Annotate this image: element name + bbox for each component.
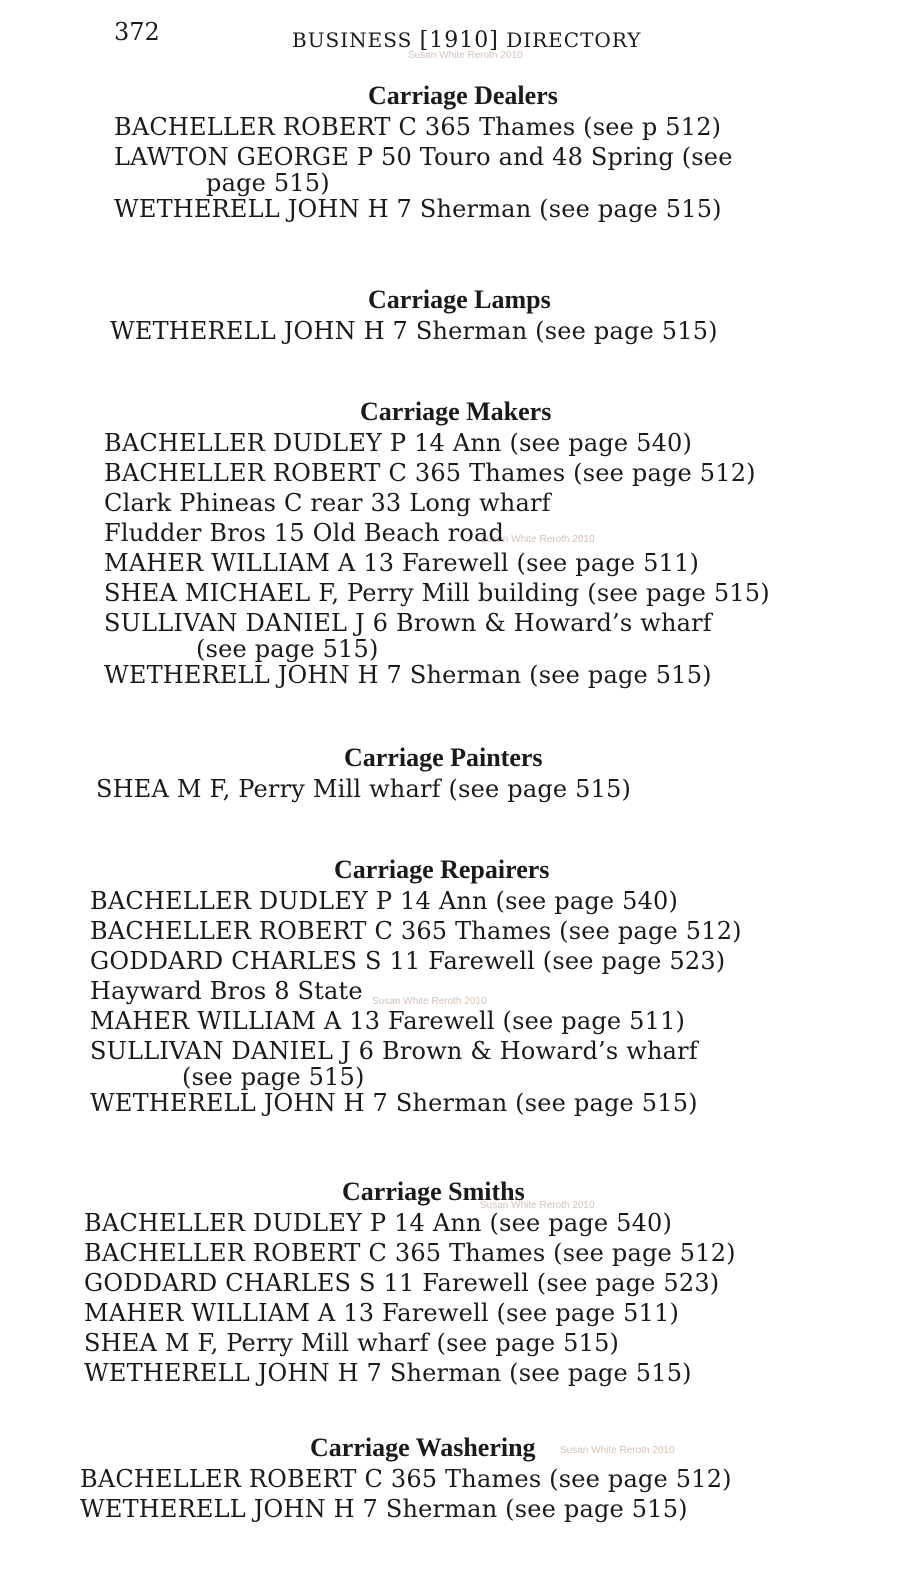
entry-text: Fludder Bros 15 Old Beach road bbox=[104, 519, 505, 547]
entry-continuation: page 515) bbox=[206, 169, 330, 197]
entry-text: GODDARD CHARLES S 11 Farewell (see page 523) bbox=[90, 947, 726, 975]
entry-text: BACHELLER DUDLEY P 14 Ann (see page 540) bbox=[104, 429, 693, 457]
directory-entry bbox=[90, 946, 900, 976]
entry-text: BACHELLER DUDLEY P 14 Ann (see page 540) bbox=[90, 887, 679, 915]
entry-text: MAHER WILLIAM A 13 Farewell (see page 511) bbox=[90, 1007, 686, 1035]
running-head-left: BUSINESS bbox=[292, 28, 413, 52]
directory-entry bbox=[104, 608, 900, 663]
directory-entry bbox=[90, 1036, 900, 1091]
directory-entry bbox=[104, 578, 900, 608]
directory-section bbox=[0, 80, 900, 224]
entry-text: WETHERELL JOHN H 7 Sherman (see page 515) bbox=[110, 317, 718, 345]
directory-section bbox=[0, 1432, 900, 1524]
directory-entry bbox=[90, 886, 900, 916]
directory-section bbox=[0, 1176, 900, 1388]
entry-text: WETHERELL JOHN H 7 Sherman (see page 515) bbox=[84, 1359, 692, 1387]
directory-entry bbox=[96, 774, 900, 804]
watermark: Susan White Reroth 2010 bbox=[560, 1445, 675, 1456]
entry-text: SULLIVAN DANIEL J 6 Brown & Howard’s wharf bbox=[90, 1037, 698, 1065]
entry-text: WETHERELL JOHN H 7 Sherman (see page 515) bbox=[80, 1495, 688, 1523]
entry-text: BACHELLER ROBERT C 365 Thames (see page 512) bbox=[90, 917, 742, 945]
section-heading: Carriage Smiths bbox=[342, 1177, 525, 1206]
running-head-year: [1910] bbox=[419, 28, 499, 53]
directory-entry bbox=[84, 1298, 900, 1328]
directory-entry bbox=[110, 316, 900, 346]
entry-continuation: (see page 515) bbox=[182, 1063, 365, 1091]
entry-text: BACHELLER ROBERT C 365 Thames (see p 512) bbox=[114, 113, 722, 141]
directory-entry bbox=[90, 1088, 900, 1118]
entry-text: MAHER WILLIAM A 13 Farewell (see page 511) bbox=[84, 1299, 680, 1327]
section-heading: Carriage Lamps bbox=[368, 285, 551, 314]
entry-text: SHEA MICHAEL F, Perry Mill building (see page 515) bbox=[104, 579, 770, 607]
entry-text: WETHERELL JOHN H 7 Sherman (see page 515) bbox=[90, 1089, 698, 1117]
entry-list bbox=[0, 112, 900, 224]
entry-text: MAHER WILLIAM A 13 Farewell (see page 511) bbox=[104, 549, 700, 577]
entry-text: BACHELLER ROBERT C 365 Thames (see page 512) bbox=[80, 1465, 732, 1493]
directory-entry bbox=[114, 194, 900, 224]
entry-text: Hayward Bros 8 State bbox=[90, 977, 363, 1005]
entry-text: SHEA M F, Perry Mill wharf (see page 515) bbox=[84, 1329, 620, 1357]
section-heading: Carriage Repairers bbox=[334, 855, 550, 884]
entry-text: BACHELLER ROBERT C 365 Thames (see page 512) bbox=[84, 1239, 736, 1267]
section-heading: Carriage Washering bbox=[310, 1433, 536, 1462]
directory-entry bbox=[104, 428, 900, 458]
entry-list bbox=[0, 774, 900, 804]
directory-entry bbox=[104, 458, 900, 488]
entry-list bbox=[0, 1208, 900, 1388]
directory-entry bbox=[104, 518, 900, 548]
directory-entry bbox=[84, 1358, 900, 1388]
running-head-right: DIRECTORY bbox=[506, 28, 642, 52]
entry-list bbox=[0, 1464, 900, 1524]
directory-section bbox=[0, 284, 900, 346]
entry-text: GODDARD CHARLES S 11 Farewell (see page 523) bbox=[84, 1269, 720, 1297]
directory-section bbox=[0, 854, 900, 1118]
entry-text: BACHELLER ROBERT C 365 Thames (see page 512) bbox=[104, 459, 756, 487]
entry-text: BACHELLER DUDLEY P 14 Ann (see page 540) bbox=[84, 1209, 673, 1237]
entry-text: SULLIVAN DANIEL J 6 Brown & Howard’s wharf bbox=[104, 609, 712, 637]
directory-entry bbox=[114, 142, 900, 197]
directory-section bbox=[0, 396, 900, 690]
entry-text: LAWTON GEORGE P 50 Touro and 48 Spring (see bbox=[114, 143, 733, 171]
directory-entry bbox=[80, 1464, 900, 1494]
directory-entry bbox=[90, 1006, 900, 1036]
directory-entry bbox=[80, 1494, 900, 1524]
section-heading: Carriage Painters bbox=[344, 743, 543, 772]
entry-text: WETHERELL JOHN H 7 Sherman (see page 515) bbox=[104, 661, 712, 689]
directory-entry bbox=[104, 548, 900, 578]
directory-section bbox=[0, 742, 900, 804]
entry-continuation: (see page 515) bbox=[196, 635, 379, 663]
watermark: Susan White Reroth 2010 bbox=[480, 534, 595, 545]
directory-entry bbox=[104, 660, 900, 690]
directory-entry bbox=[84, 1208, 900, 1238]
watermark: Susan White Reroth 2010 bbox=[372, 996, 487, 1007]
directory-entry bbox=[84, 1238, 900, 1268]
entry-list bbox=[0, 886, 900, 1118]
directory-entry bbox=[90, 916, 900, 946]
entry-text: Clark Phineas C rear 33 Long wharf bbox=[104, 489, 551, 517]
directory-entry bbox=[104, 488, 900, 518]
entry-list bbox=[0, 316, 900, 346]
section-heading: Carriage Dealers bbox=[368, 81, 558, 110]
watermark: Susan White Reroth 2010 bbox=[408, 50, 523, 61]
entry-text: SHEA M F, Perry Mill wharf (see page 515) bbox=[96, 775, 632, 803]
directory-entry bbox=[90, 976, 900, 1006]
directory-entry bbox=[84, 1268, 900, 1298]
section-heading: Carriage Makers bbox=[360, 397, 552, 426]
directory-entry bbox=[114, 112, 900, 142]
watermark: Susan White Reroth 2010 bbox=[480, 1200, 595, 1211]
entry-text: WETHERELL JOHN H 7 Sherman (see page 515) bbox=[114, 195, 722, 223]
entry-list bbox=[0, 428, 900, 690]
page-number: 372 bbox=[114, 18, 160, 46]
directory-entry bbox=[84, 1328, 900, 1358]
